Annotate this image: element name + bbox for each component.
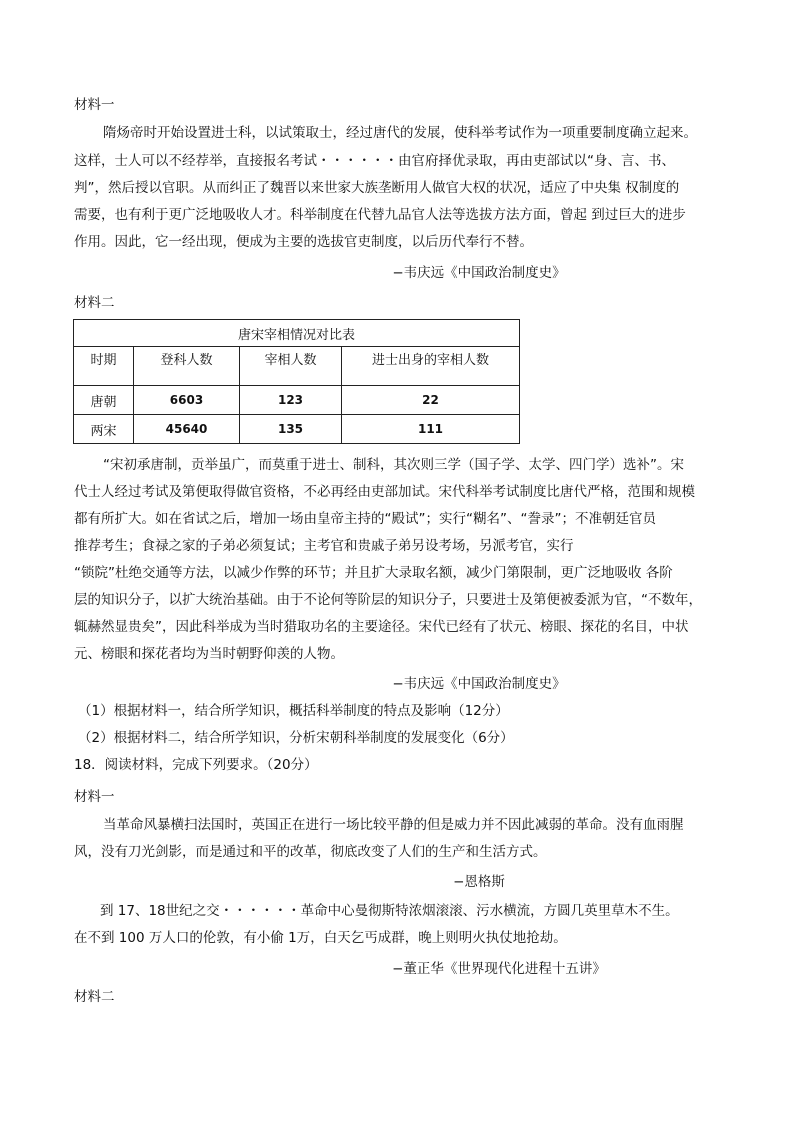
material2-line: 推荐考生；食禄之家的子弟必须复试；主考官和贵戚子弟另设考场，另派考官，实行 <box>74 538 574 554</box>
material2-line: 层的知识分子，以扩大统治基础。由于不论何等阶层的知识分子，只要进士及第便被委派为官，“不数年， <box>74 592 702 608</box>
material1-line: 隋炀帝时开始设置进士科，以试策取士，经过唐代的发展，使科举考试作为一项重要制度确立起来。 <box>103 125 697 141</box>
material1-line: 判”，然后授以官职。从而纠正了魏晋以来世家大族垄断用人做官大权的状况，适应了中央集 权制度的 <box>74 180 680 196</box>
table-cell: 45640 <box>134 415 240 444</box>
material2-line: 代士人经过考试及第便取得做官资格，不必再经由吏部加试。宋代科举考试制度比唐代严格，范围和规模 <box>74 484 695 500</box>
question-18: 18．阅读材料，完成下列要求。（20分） <box>74 757 318 773</box>
material2-label: 材料二 <box>74 989 115 1005</box>
table-cell: 6603 <box>134 386 240 415</box>
source-citation: −韦庆远《中国政治制度史》 <box>392 265 566 281</box>
table-header-row <box>74 347 520 386</box>
material2-line: 都有所扩大。如在省试之后，增加一场由皇帝主持的“殿试”；实行“糊名”、“誊录”；不准朝廷官员 <box>74 511 656 527</box>
material2-line: “锁院”杜绝交通等方法，以减少作弊的环节；并且扩大录取名额，减少门第限制，更广泛地吸收 各阶 <box>74 565 673 581</box>
material1-label: 材料一 <box>74 789 115 805</box>
table-row <box>74 386 520 415</box>
table-header-cell: 登科人数 <box>134 347 240 386</box>
table-caption: 唐宋宰相情况对比表 <box>74 320 520 347</box>
table-header-cell: 进士出身的宰相人数 <box>342 347 520 386</box>
table-cell: 135 <box>240 415 342 444</box>
source-citation: −恩格斯 <box>453 874 505 890</box>
material1-label: 材料一 <box>74 97 115 113</box>
table-header-cell: 宰相人数 <box>240 347 342 386</box>
source-citation: −董正华《世界现代化进程十五讲》 <box>392 961 606 977</box>
material1-line: 到 17、18世纪之交・・・・・・革命中心曼彻斯特浓烟滚滚、污水横流，方圆几英里草木不生。 <box>100 903 679 919</box>
material1-line: 作用。因此，它一经出现，便成为主要的选拔官吏制度，以后历代奉行不替。 <box>74 234 533 250</box>
material1-line: 这样，士人可以不经荐举，直接报名考试・・・・・・由官府择优录取，再由吏部试以“身、言、书、 <box>74 153 675 169</box>
dong-source <box>74 958 724 980</box>
table-cell: 111 <box>342 415 520 444</box>
question-2: （2）根据材料二，结合所学知识，分析宋朝科举制度的发展变化（6分） <box>78 730 514 746</box>
table-row <box>74 415 520 444</box>
material1-line: 当革命风暴横扫法国时，英国正在进行一场比较平静的但是威力并不因此减弱的革命。没有血雨腥 <box>103 817 684 833</box>
comparison-table <box>73 319 520 444</box>
question-1: （1）根据材料一，结合所学知识，概括科举制度的特点及影响（12分） <box>78 703 509 719</box>
table-cell: 唐朝 <box>74 386 134 415</box>
material2-line: 辄赫然显贵矣”，因此科举成为当时猎取功名的主要途径。宋代已经有了状元、榜眼、探花的名目，中状 <box>74 619 689 635</box>
material2-line: “宋初承唐制，贡举虽广，而莫重于进士、制科，其次则三学（国子学、太学、四门学）选补”。宋 <box>103 457 684 473</box>
table-cell: 22 <box>342 386 520 415</box>
table-header-cell: 时期 <box>74 347 134 386</box>
material1-line: 风，没有刀光剑影，而是通过和平的改革，彻底改变了人们的生产和生活方式。 <box>74 844 547 860</box>
material2-source <box>74 673 724 695</box>
material1-line: 在不到 100 万人口的伦敦，有小偷 1万，白天乞丐成群，晚上则明火执仗地抢劫。 <box>74 930 567 946</box>
material1-source <box>74 262 724 284</box>
source-citation: −韦庆远《中国政治制度史》 <box>392 676 566 692</box>
material1-line: 需要，也有利于更广泛地吸收人才。科举制度在代替九品官人法等选拔方法方面，曾起 到过巨大的进步 <box>74 207 686 223</box>
material2-label: 材料二 <box>74 295 115 311</box>
engels-source <box>74 871 724 893</box>
material2-line: 元、榜眼和探花者均为当时朝野仰羡的人物。 <box>74 646 344 662</box>
table-cell: 两宋 <box>74 415 134 444</box>
table-cell: 123 <box>240 386 342 415</box>
